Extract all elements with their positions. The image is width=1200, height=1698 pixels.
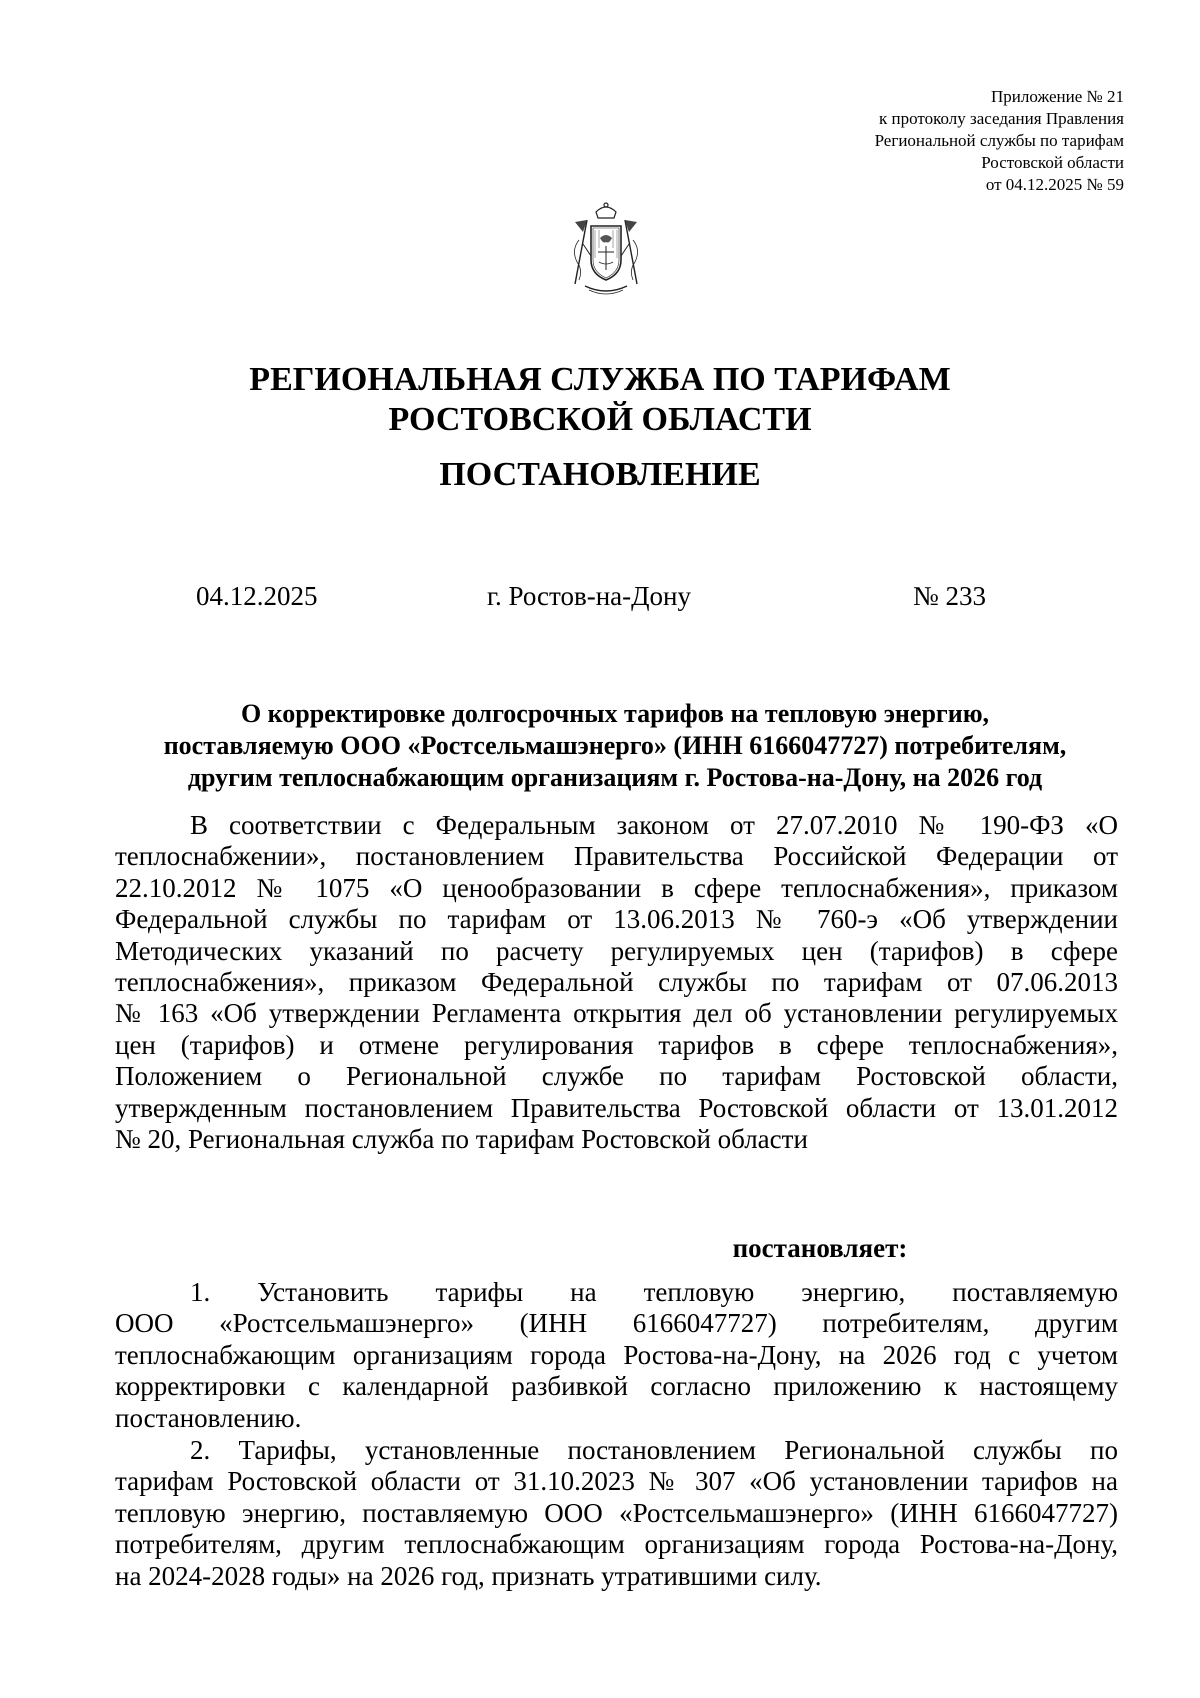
agency-name-line: РЕГИОНАЛЬНАЯ СЛУЖБА ПО ТАРИФАМ xyxy=(249,361,951,398)
subject-line: поставляемую ООО «Ростсельмашэнерго» (ИНН 6166047727) потребителям, xyxy=(163,731,1067,760)
item-line: тепловую энергию, поставляемую ООО «Ростсельмашэнерго» (ИНН 6166047727) xyxy=(115,1497,1118,1528)
item-line: на 2024-2028 годы» на 2026 год, признать утратившими силу. xyxy=(115,1560,822,1591)
item-line: 1. Установить тарифы на тепловую энергию, поставляемую xyxy=(190,1277,1118,1307)
agency-name xyxy=(0,360,1200,440)
preamble-line: Методических указаний по расчету регулируемых цен (тарифов) в сфере xyxy=(115,935,1118,966)
document-subject xyxy=(110,698,1120,794)
preamble-line: Федеральной службы по тарифам от 13.06.2013 № 760-э «Об утверждении xyxy=(115,904,1118,935)
item-line: ООО «Ростсельмашэнерго» (ИНН 6166047727) потребителям, другим xyxy=(115,1308,1118,1339)
document-date: 04.12.2025 xyxy=(196,581,318,611)
agency-name-line: РОСТОВСКОЙ ОБЛАСТИ xyxy=(388,401,812,438)
item-line: 2. Тарифы, установленные постановлением Региональной службы по xyxy=(190,1435,1118,1465)
preamble-line: цен (тарифов) и отмене регулирования тарифов в сфере теплоснабжения», xyxy=(115,1029,1118,1060)
preamble-line: теплоснабжения», приказом Федеральной службы по тарифам от 07.06.2013 xyxy=(115,967,1118,998)
subject-line: О корректировке долгосрочных тарифов на тепловую энергию, xyxy=(240,699,990,728)
item-line: тарифам Ростовской области от 31.10.2023 № 307 «Об установлении тарифов на xyxy=(115,1466,1118,1497)
item-line: потребителям, другим теплоснабжающим организациям города Ростова-на-Дону, xyxy=(115,1529,1118,1560)
resolution-item-2 xyxy=(115,1435,1118,1592)
preamble-line: Положением о Региональной службе по тарифам Ростовской области, xyxy=(115,1061,1118,1092)
preamble-line: утвержденным постановлением Правительства Ростовской области от 13.01.2012 xyxy=(115,1092,1118,1123)
document-type: ПОСТАНОВЛЕНИЕ xyxy=(439,456,761,493)
appendix-line: Приложение № 21 xyxy=(991,87,1124,106)
preamble-line: № 20, Региональная служба по тарифам Ростовской области xyxy=(115,1124,808,1155)
appendix-line: Ростовской области xyxy=(981,153,1124,172)
document-number: № 233 xyxy=(913,581,987,611)
item-line: теплоснабжающим организациям города Ростова-на-Дону, на 2026 год с учетом xyxy=(115,1339,1118,1370)
preamble-line: № 163 «Об утверждении Регламента открытия дел об установлении регулируемых xyxy=(115,998,1118,1029)
resolves-heading xyxy=(0,1232,1200,1264)
appendix-line: Региональной службы по тарифам xyxy=(874,131,1124,150)
resolves-text: постановляет: xyxy=(732,1233,908,1263)
preamble-paragraph xyxy=(115,810,1118,1155)
preamble-line: В соответствии с Федеральным законом от 27.07.2010 № 190-ФЗ «О xyxy=(190,810,1118,840)
preamble-line: 22.10.2012 № 1075 «О ценообразовании в сфере теплоснабжения», приказом xyxy=(115,872,1118,903)
coat-of-arms-icon xyxy=(565,200,647,298)
document-city: г. Ростов-на-Дону xyxy=(487,581,692,611)
item-line: постановлению. xyxy=(115,1402,302,1433)
appendix-note xyxy=(875,86,1124,196)
appendix-line: к протоколу заседания Правления xyxy=(879,109,1124,128)
resolution-item-1 xyxy=(115,1277,1118,1434)
subject-line: другим теплоснабжающим организациям г. Ростова-на-Дону, на 2026 год xyxy=(187,763,1043,792)
appendix-line: от 04.12.2025 № 59 xyxy=(985,175,1124,194)
item-line: корректировки с календарной разбивкой согласно приложению к настоящему xyxy=(115,1371,1118,1402)
preamble-line: теплоснабжении», постановлением Правительства Российской Федерации от xyxy=(115,841,1118,872)
